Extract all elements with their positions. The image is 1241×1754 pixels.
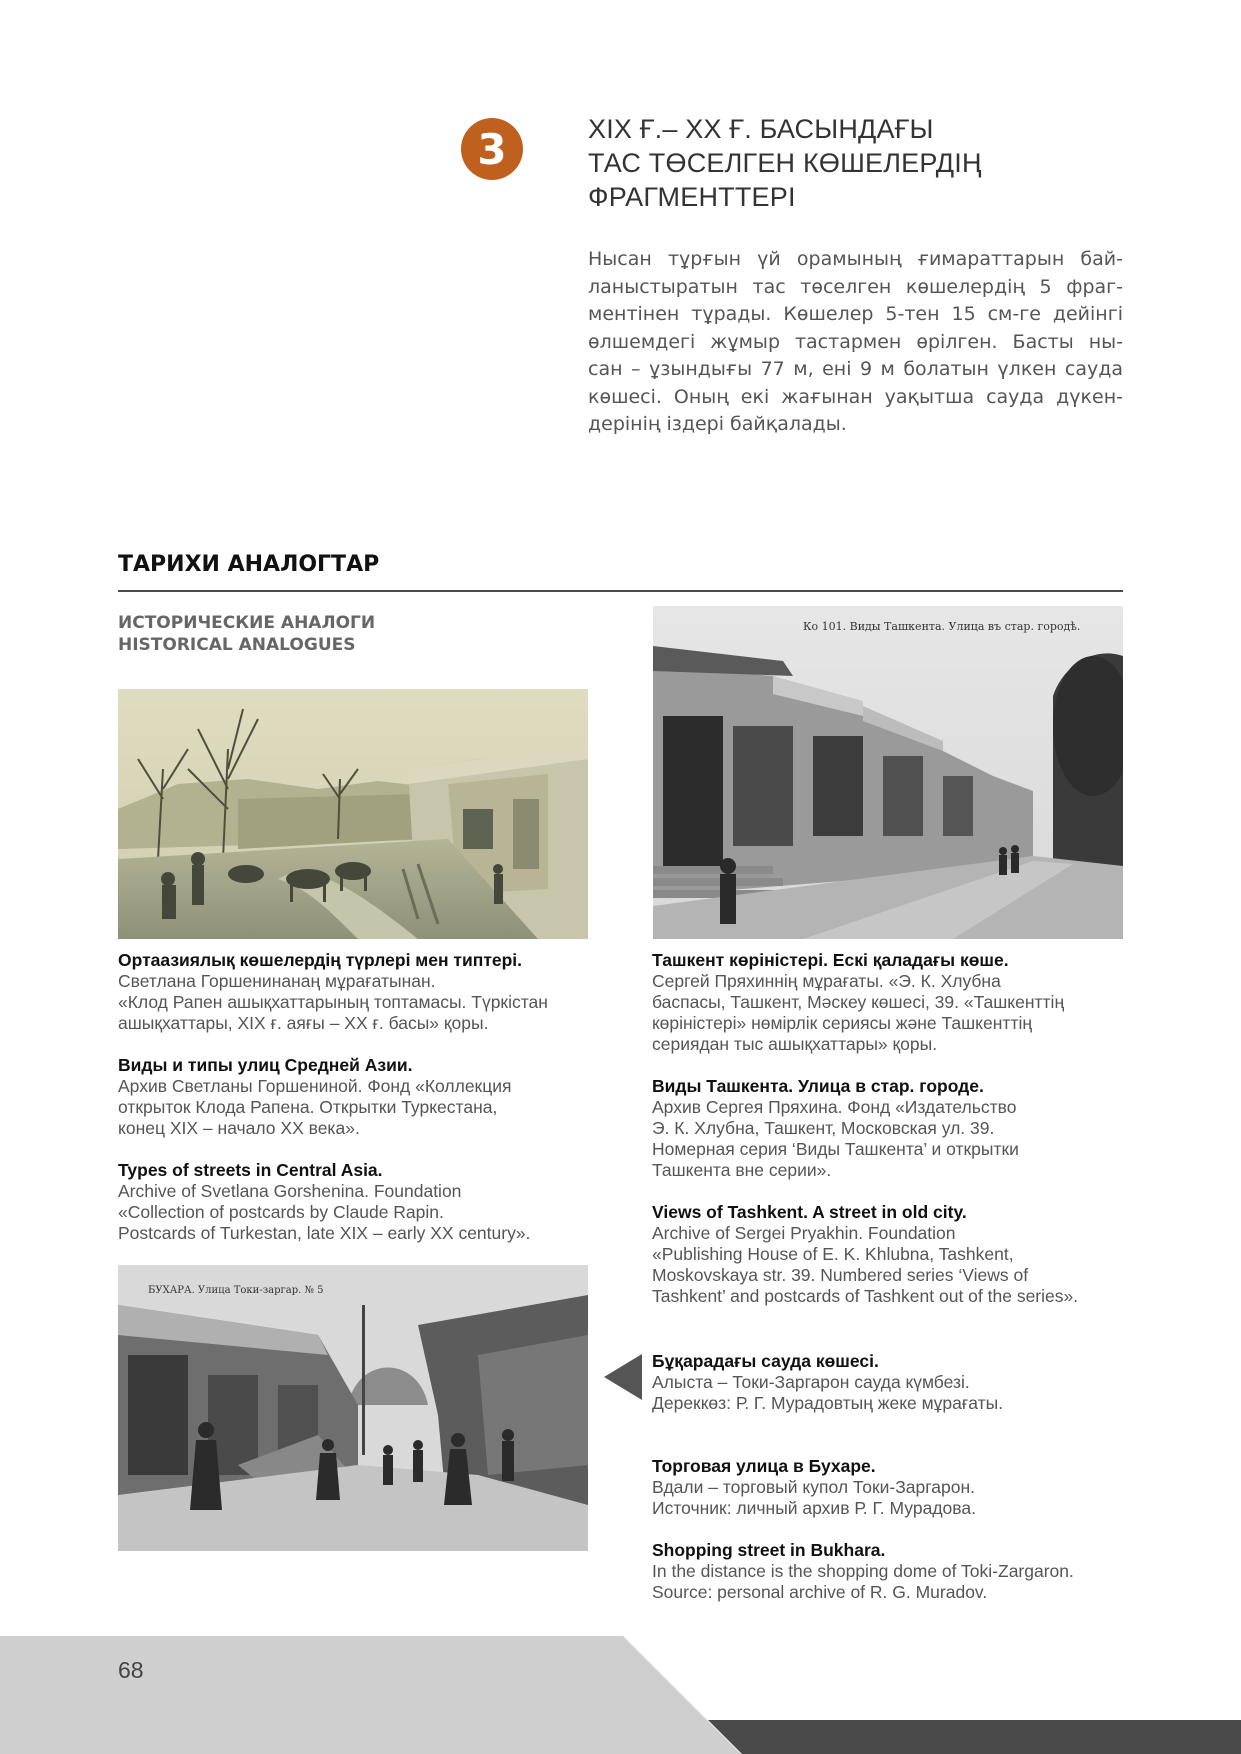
caption-line: In the distance is the shopping dome of Toki-Zargaron. (652, 1561, 1074, 1581)
section-number-badge: 3 (461, 118, 523, 180)
caption-line: Postcards of Turkestan, late XIX – early XX century». (118, 1223, 531, 1243)
bukhara-photo-label: БУХАРА. Улица Токи-заргар. № 5 (148, 1285, 324, 1296)
caption-title: Торговая улица в Бухаре. (652, 1456, 876, 1476)
caption-line: Вдали – торговый купол Токи-Заргарон. (652, 1477, 975, 1497)
intro-line: ланыстыратын тас төселген көшелердің 5 фраг- (588, 275, 1123, 298)
caption-line: Archive of Svetlana Gorshenina. Foundation (118, 1181, 462, 1201)
intro-line: дерінің іздері байқалады. (588, 413, 847, 435)
caption-line: Дереккөз: Р. Г. Мурадовтың жеке мұрағаты. (652, 1393, 1004, 1413)
caption-line: Архив Сергея Пряхина. Фонд «Издательство (652, 1097, 1017, 1117)
caption-line: «Клод Рапен ашықхаттарының топтамасы. Түркістан (118, 992, 548, 1012)
caption-line: Сергей Пряхиннің мұрағаты. «Э. К. Хлубна (652, 971, 1001, 991)
caption-line: көріністері» нөмірлік сериясы және Ташкенттің (652, 1013, 1033, 1033)
caption-line: Source: personal archive of R. G. Muradov. (652, 1582, 988, 1602)
sub-heading-en: HISTORICAL ANALOGUES (118, 635, 356, 655)
section-heading: ТАРИХИ АНАЛОГТАР (118, 552, 380, 577)
caption-line: Номерная серия ‘Виды Ташкента’ и открытки (652, 1139, 1019, 1159)
caption-title: Views of Tashkent. A street in old city. (652, 1202, 967, 1222)
caption-line: Источник: личный архив Р. Г. Мурадова. (652, 1498, 976, 1518)
title-line: ФРАГМЕНТТЕРІ (588, 182, 796, 212)
caption-line: открыток Клода Рапена. Открытки Туркестана, (118, 1097, 498, 1117)
caption-title: Ташкент көріністері. Ескі қаладағы көше. (652, 950, 1009, 970)
footer-light-band (0, 1636, 741, 1754)
caption-line: Archive of Sergei Pryakhin. Foundation (652, 1223, 956, 1243)
intro-line: көшесі. Оның екі жағынан уақытша сауда дүкен- (588, 385, 1123, 408)
intro-line: өлшемдегі жұмыр тастармен өрілген. Басты ны- (588, 330, 1123, 353)
intro-line: Нысан тұрғын үй орамының ғимараттарын бай- (588, 248, 1123, 270)
caption-title: Виды Ташкента. Улица в стар. городе. (652, 1076, 984, 1096)
caption-line: конец XIX – начало XX века». (118, 1118, 360, 1138)
tashkent-photo-label: Кo 101. Виды Ташкента. Улица въ стар. городѣ. (803, 620, 1081, 633)
caption-line: Tashkent’ and postcards of Tashkent out of the series». (652, 1286, 1079, 1306)
caption-line: Э. К. Хлубна, Ташкент, Московская ул. 39. (652, 1118, 995, 1138)
caption-title: Shopping street in Bukhara. (652, 1540, 886, 1560)
caption-line: Moskovskaya str. 39. Numbered series ‘Views of (652, 1265, 1029, 1285)
caption-line: Архив Светланы Горшениной. Фонд «Коллекция (118, 1076, 512, 1096)
caption-title: Бұқарадағы сауда көшесі. (652, 1351, 879, 1371)
intro-line: сан – ұзындығы 77 м, ені 9 м болатын үлкен сауда (588, 358, 1123, 380)
caption-line: «Publishing House of E. K. Khlubna, Tashkent, (652, 1244, 1014, 1264)
sub-heading-ru: ИСТОРИЧЕСКИЕ АНАЛОГИ (118, 613, 376, 633)
caption-line: ашықхаттары, XIX ғ. аяғы – XX ғ. басы» қоры. (118, 1013, 489, 1033)
caption-line: «Collection of postcards by Claude Rapin. (118, 1202, 444, 1222)
caption-title: Виды и типы улиц Средней Азии. (118, 1055, 413, 1075)
footer-dark-band (708, 1720, 1241, 1754)
caption-line: Светлана Горшенинанаң мұрағатынан. (118, 971, 436, 991)
title-line: XIX Ғ.– XX Ғ. БАСЫНДАҒЫ (588, 114, 934, 144)
intro-line: ментінен тұрады. Көшелер 5-тен 15 см-ге дейінгі (588, 303, 1123, 325)
caption-line: баспасы, Ташкент, Мәскеу көшесі, 39. «Ташкенттің (652, 992, 1065, 1012)
caption-line: Алыста – Токи-Заргарон сауда күмбезі. (652, 1372, 970, 1392)
caption-line: сериядан тыс ашықхаттары» қоры. (652, 1034, 938, 1054)
title-line: ТАС ТӨСЕЛГЕН КӨШЕЛЕРДІҢ (588, 148, 982, 178)
caption-title: Types of streets in Central Asia. (118, 1160, 383, 1180)
page-number: 68 (118, 1657, 144, 1683)
caption-title: Ортаазиялық көшелердің түрлері мен типтері. (118, 950, 523, 970)
caption-line: Ташкента вне серии». (652, 1160, 832, 1180)
